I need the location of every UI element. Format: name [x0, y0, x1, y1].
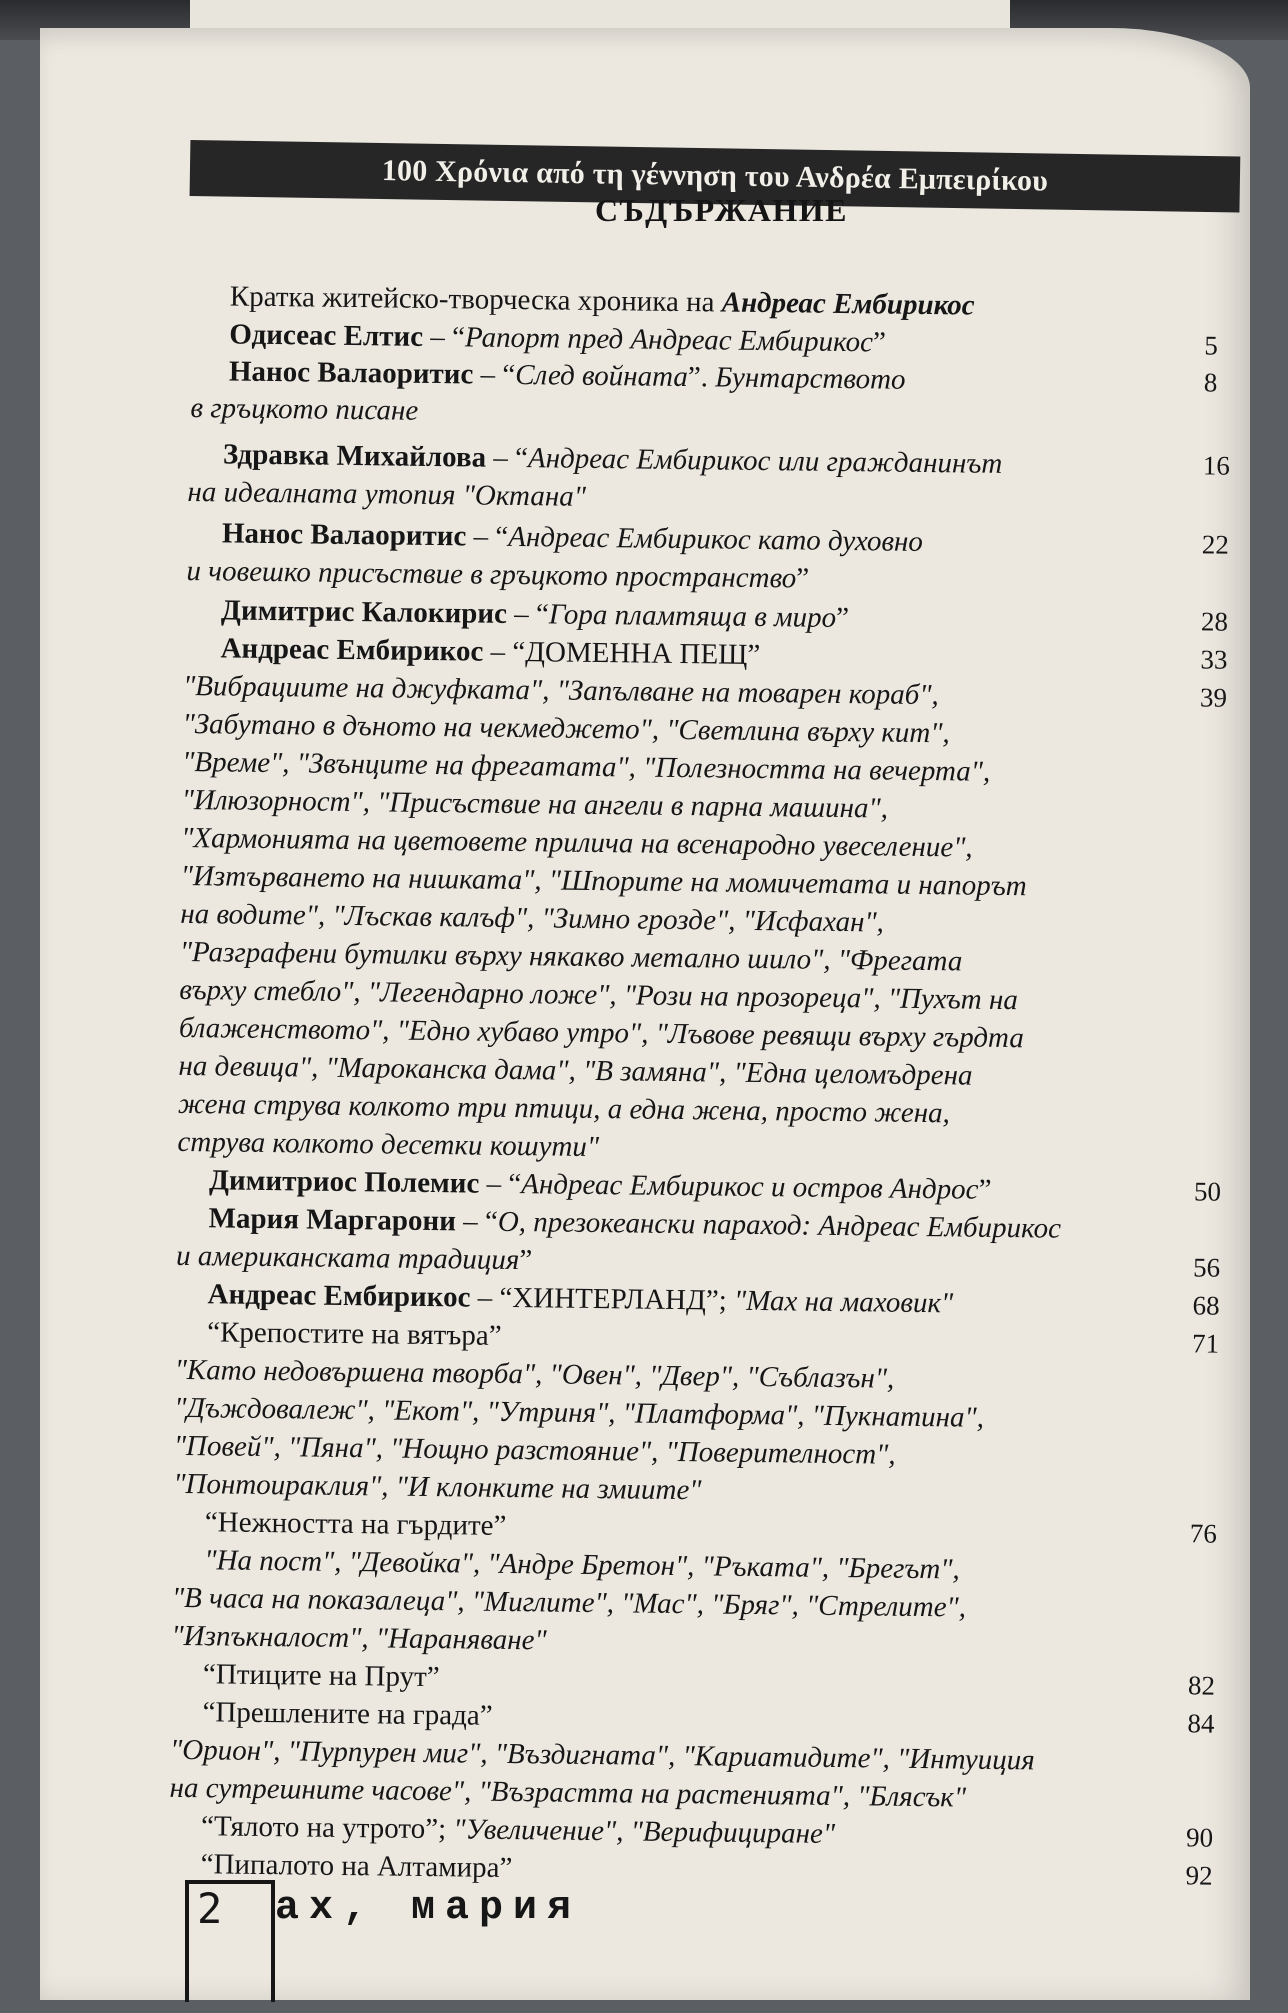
toc-entry-text: [205, 1506, 507, 1543]
toc-text-segment: – “: [479, 1167, 522, 1201]
toc-text-segment: Андреас Ембирикос като духовно: [508, 520, 924, 558]
toc-text-segment: – “: [466, 520, 509, 553]
toc-text-segment: Андреас Ембирикос: [207, 1278, 471, 1314]
toc-page-number: 56: [1192, 1252, 1221, 1283]
toc-page-number: 84: [1187, 1708, 1215, 1739]
toc-text-segment: "Увеличение", "Верифициране": [453, 1813, 836, 1850]
toc-text-segment: на девица", "Мароканска дама", "В замяна", "Една целомъдрена: [178, 1049, 973, 1092]
toc-text-segment: Нанос Валаоритис: [228, 355, 474, 391]
toc-entry-text: [221, 594, 849, 635]
toc-text-segment: ”: [519, 1244, 533, 1277]
toc-text-segment: – “: [473, 358, 516, 391]
toc-text-segment: и човешко присъствие в гръцкото пространство: [186, 554, 797, 595]
toc-text-segment: Мария Маргарони: [208, 1202, 457, 1238]
toc-text-segment: "Като недовършена творба", "Овен", "Двер", "Съблазън",: [174, 1353, 895, 1395]
toc-text-segment: "Време", "Звънците на фрегатата", "Полезността на вечерта",: [181, 745, 991, 788]
toc-entry-text: [223, 438, 1003, 481]
toc-page-number: 68: [1192, 1290, 1220, 1321]
toc-entry-text: [187, 476, 586, 514]
toc-text-segment: “Пипалото на Алтамира”: [200, 1848, 513, 1885]
toc-text-segment: "Хармонията на цветовете прилича на всенародно увеселение",: [181, 821, 973, 864]
toc-text-segment: – “ХИНТЕРЛАНД”;: [470, 1281, 735, 1317]
toc-text-segment: Андреас Ембирикос и остров Андрос: [521, 1168, 979, 1206]
toc-text-segment: върху стебло", "Легендарно ложе", "Рози на прозореца", "Пухът на: [179, 973, 1019, 1017]
toc-entry-text: [173, 1468, 702, 1507]
toc-text-segment: Андреас Ембирикос: [220, 632, 484, 668]
toc-text-segment: ”: [978, 1173, 992, 1206]
toc-entry-text: [202, 1696, 492, 1733]
toc-page-number: 92: [1185, 1860, 1213, 1891]
magazine-name: ах, мария: [275, 1886, 582, 1931]
toc-text-segment: "Забутано в дъното на чекмеджето", "Светлина върху кит",: [182, 707, 950, 750]
toc-text-segment: Нанос Валаоритис: [221, 517, 467, 553]
toc-page-number: 5: [1204, 330, 1219, 361]
toc-page-number: 22: [1201, 529, 1230, 560]
toc-text-segment: "Разграфени бутилки върху някакво метално шило", "Фрегата: [179, 935, 963, 978]
toc-text-segment: – “: [485, 441, 529, 475]
toc-text-segment: блаженството", "Едно хубаво утро", "Лъвове ревящи върху гърдта: [178, 1011, 1024, 1055]
toc-entry-text: [207, 1316, 502, 1353]
toc-text-segment: "На пост", "Девойка", "Андре Бретон", "Ръката", "Брегът",: [204, 1544, 960, 1586]
toc-entry-text: [190, 392, 418, 428]
toc-page-number: 50: [1193, 1176, 1222, 1207]
toc-text-segment: в гръцкото писане: [190, 392, 419, 427]
toc-text-segment: и американската традиция: [175, 1239, 520, 1277]
toc-entry-text: [229, 355, 906, 396]
toc-text-segment: Андреас Ембирикос: [721, 286, 975, 322]
page-footer: [185, 1880, 925, 1960]
toc-entry-text: [230, 280, 975, 322]
toc-text-segment: на водите", "Лъскав калъф", "Зимно грозде", "Исфахан",: [180, 897, 885, 939]
toc-page-number: 39: [1199, 682, 1228, 713]
toc-text-segment: След войната: [515, 358, 689, 394]
toc-text-segment: "Повей", "Пяна", "Нощно разстояние", "Поверителност",: [173, 1429, 896, 1471]
toc-text-segment: – “ДОМЕННА ПЕЩ”: [483, 635, 761, 671]
toc-text-segment: "В часа на показалеца", "Миглите", "Мас", "Бряг", "Стрелите",: [171, 1581, 967, 1624]
toc-page-number: 8: [1203, 367, 1218, 398]
toc-page-number: 90: [1185, 1822, 1214, 1853]
toc-text-segment: "Изтърването на нишката", "Шпорите на момичетата и напорът: [180, 859, 1027, 903]
page-title: СЪДЪРЖАНИЕ: [595, 192, 848, 228]
toc-text-segment: "Изпъкналост", "Нараняване": [171, 1619, 547, 1657]
toc-text-segment: ”: [872, 326, 887, 359]
toc-text-segment: “Прешлените на града”: [202, 1696, 493, 1732]
toc-text-segment: на сутрешните часове", "Възрастта на растенията", "Блясък": [169, 1771, 967, 1814]
toc-entry-text: [186, 555, 809, 596]
toc-text-segment: “Птиците на Прут”: [202, 1658, 440, 1694]
toc-text-segment: Гора пламтяща в миро: [548, 598, 837, 634]
toc-page-number: 71: [1191, 1328, 1220, 1359]
toc-text-segment: Бунтарството: [715, 361, 906, 396]
toc-page-number: 16: [1202, 450, 1231, 481]
toc-text-segment: – “: [455, 1205, 499, 1238]
toc-entry-text: [222, 517, 923, 559]
toc-page-number: 76: [1189, 1518, 1218, 1549]
toc-text-segment: – “: [506, 597, 550, 631]
toc-text-segment: "Вибрациите на джуфката", "Запълване на товарен кораб",: [182, 669, 939, 712]
toc-text-segment: "Дъждовалеж", "Екот", "Утриня", "Платформа", "Пукнатина",: [174, 1391, 985, 1434]
toc-entry-text: [176, 1240, 532, 1277]
toc-text-segment: "Понтоираклия", "И клонките на змиите": [173, 1467, 702, 1507]
toc-text-segment: Димитрис Калокирис: [220, 594, 508, 630]
toc-text-segment: Здравка Михайлова: [222, 438, 487, 474]
toc-text-segment: жена струва колкото три птици, а една жена, просто жена,: [177, 1087, 951, 1130]
page-number: 2: [197, 1884, 223, 1933]
toc-text-segment: "Илюзорност", "Присъствие на ангели в парна машина",: [181, 783, 889, 825]
toc-text-segment: струва колкото десетки кошути": [177, 1125, 600, 1164]
toc-entry-text: [201, 1810, 835, 1851]
toc-text-segment: Кратка житейско-творческа хроника на: [229, 280, 722, 319]
toc-text-segment: О, презокеански параход: Андреас Ембирикос: [497, 1205, 1062, 1245]
toc-text-segment: – “: [422, 320, 466, 354]
toc-text-segment: ”: [835, 601, 850, 635]
toc-text-segment: "Мах на маховик": [733, 1284, 954, 1320]
toc-entry-text: [203, 1658, 440, 1694]
toc-entry-text: [171, 1620, 547, 1658]
toc-text-segment: “Тялото на утрото”;: [200, 1810, 454, 1846]
toc-text-segment: Димитриос Полемис: [208, 1164, 480, 1200]
toc-entry-text: [220, 632, 760, 672]
toc-page-number: 82: [1187, 1670, 1216, 1701]
toc-page-number: 33: [1200, 644, 1228, 675]
header-banner-text: 100 Χρόνια από τη γέννηση του Ανδρέα Εμπειρίκου: [381, 154, 1049, 198]
toc-page-number: 28: [1200, 606, 1229, 637]
toc-entry-text: [229, 318, 886, 359]
toc-text-segment: “Нежността на гърдите”: [204, 1506, 507, 1542]
toc-text-segment: Рапорт пред Андреас Ембирикос: [464, 321, 874, 359]
toc-text-segment: на идеалната утопия "Октана": [187, 475, 587, 513]
toc-text-segment: "Орион", "Пурпурен миг", "Въздигната", "Кариатидите", "Интуиция: [169, 1733, 1035, 1777]
toc-text-segment: ”.: [687, 361, 716, 394]
toc-text-segment: “Крепостите на вятъра”: [207, 1316, 502, 1352]
toc-text-segment: Андреас Ембирикос или гражданинът: [527, 442, 1003, 480]
toc-entry-text: [177, 1126, 599, 1164]
toc-text-segment: Одисеас Елтис: [229, 318, 424, 353]
toc-text-segment: ”: [796, 562, 810, 595]
